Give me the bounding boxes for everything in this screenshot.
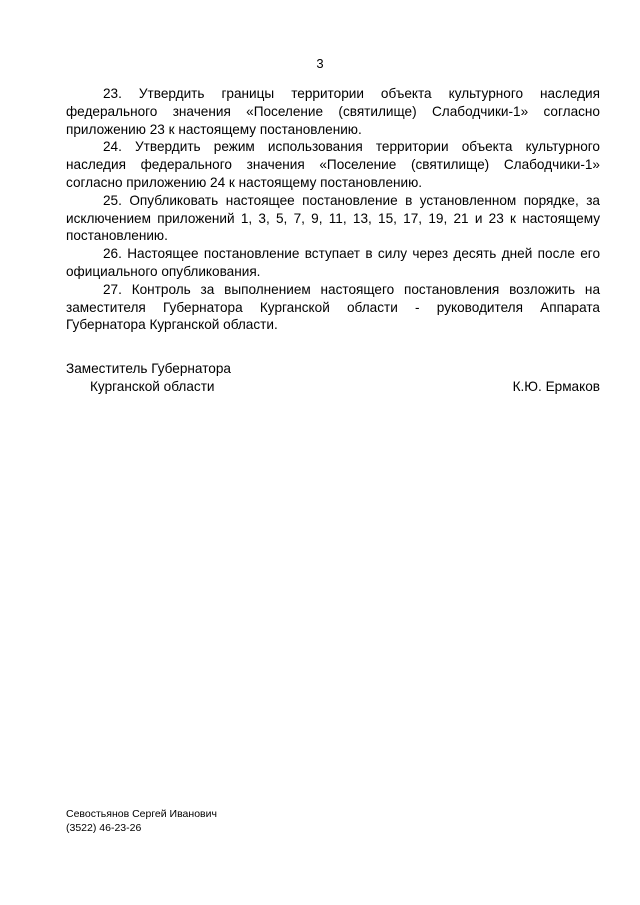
paragraph-27: 27. Контроль за выполнением настоящего постановления возложить на заместителя Губернатора Курганской области - руководителя Аппарата Губернатора Курганской области. [66,281,600,333]
paragraph-23: 23. Утвердить границы территории объекта культурного наследия федерального значения «Поселение (святилище) Слабодчики-1» согласно приложению 23 к настоящему постановлению. [66,86,600,137]
paragraph-24: 24. Утвердить режим использования территории объекта культурного наследия федерального значения «Поселение (святилище) Слабодчики-1» согласно приложению 24 к настоящему постановлению. [66,139,600,190]
signatory-position-line2: Курганской области [90,378,215,394]
signatory-position-line1: Заместитель Губернатора [66,361,231,376]
executor-phone: (3522) 46-23-26 [66,822,142,834]
page-number: 3 [316,56,324,71]
document-body [66,85,600,334]
signature-block [66,360,600,400]
paragraph-26: 26. Настоящее постановление вступает в силу через десять дней после его официального опубликования. [66,246,600,279]
executor-name: Севостьянов Сергей Иванович [66,808,217,820]
signatory-name: К.Ю. Ермаков [512,378,600,394]
executor-footer [66,807,217,835]
paragraph-25: 25. Опубликовать настоящее постановление в установленном порядке, за исключением приложений 1, 3, 5, 7, 9, 11, 13, 15, 17, 19, 21 и 23 к настоящему постановлению. [66,192,600,244]
